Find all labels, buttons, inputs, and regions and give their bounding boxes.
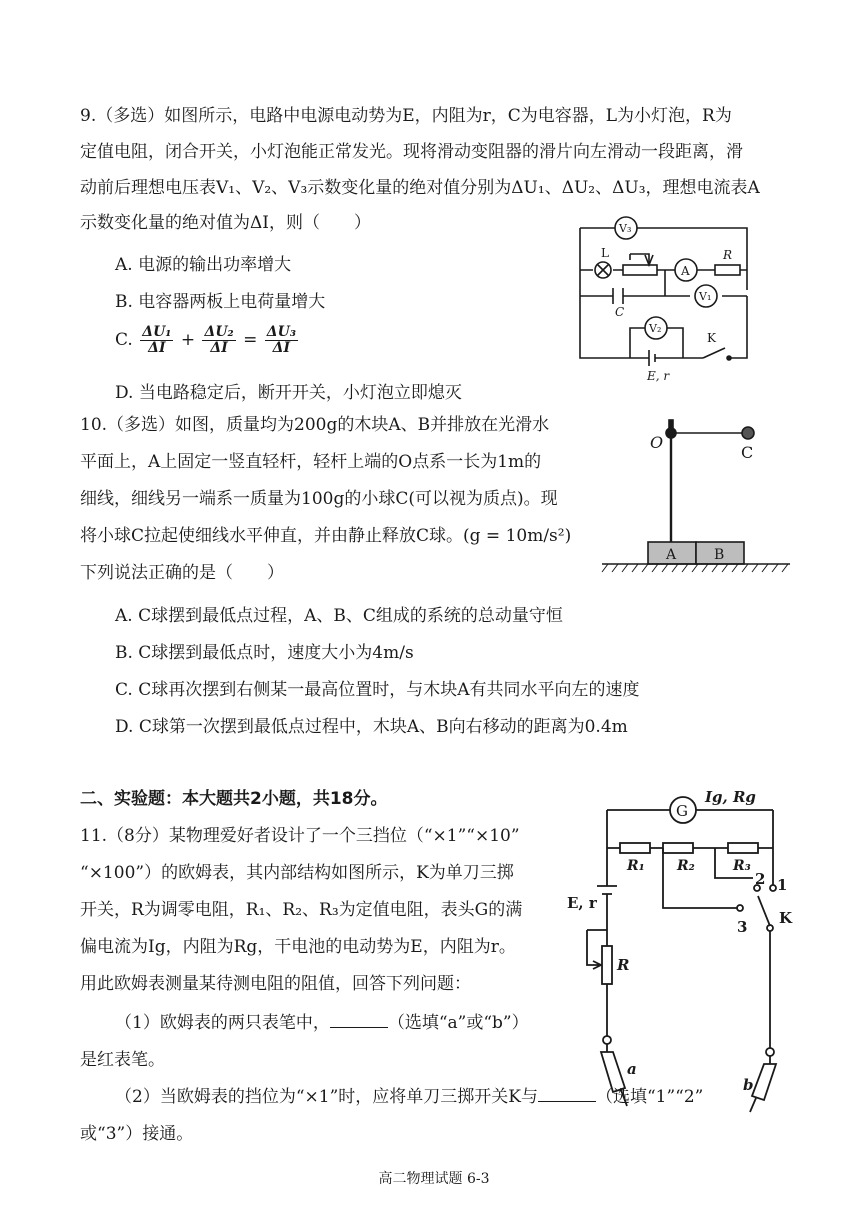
svg-text:A: A: [681, 264, 690, 278]
q10-line3: 细线，细线另一端系一质量为100g的小球C(可以视为质点)。现: [80, 489, 558, 509]
q9-option-c: [115, 322, 300, 358]
svg-text:R₂: R₂: [677, 858, 695, 874]
q10-line1: 10.（多选）如图，质量均为200g的木块A、B并排放在光滑水: [80, 415, 550, 435]
svg-text:1: 1: [777, 876, 788, 894]
svg-text:b: b: [743, 1076, 754, 1094]
svg-text:L: L: [601, 246, 609, 260]
q11-line3: 开关，R为调零电阻，R₁、R₂、R₃为定值电阻，表头G的满: [80, 900, 523, 920]
q11-sub1-text: （1）欧姆表的两只表笔中，: [115, 1013, 330, 1033]
q9-option-b: B. 电容器两板上电荷量增大: [115, 292, 326, 312]
fraction-2: $\frac{\text{ΔU₂}}{\Delta I}$: [204, 324, 234, 356]
section-2-title: 二、实验题：本大题共2小题，共18分。: [80, 789, 388, 809]
q11-line5: 用此欧姆表测量某待测电阻的阻值，回答下列问题：: [80, 974, 471, 994]
svg-text:a: a: [627, 1060, 637, 1078]
q9-option-d: D. 当电路稳定后，断开开关，小灯泡立即熄灭: [115, 383, 462, 403]
fraction-3: $\frac{\text{ΔU₃}}{\Delta I}$: [266, 324, 296, 356]
svg-text:C: C: [741, 443, 754, 462]
q9-circuit-diagram: [575, 210, 785, 383]
resistor-r1: [620, 843, 650, 853]
svg-text:B: B: [714, 547, 725, 563]
resistor-r3: [728, 843, 758, 853]
q10-line5: 下列说法正确的是（ ）: [80, 563, 284, 583]
svg-text:V₃: V₃: [619, 222, 632, 235]
svg-text:3: 3: [737, 918, 748, 936]
q11-sub2-hint: （选填“1”“2”: [595, 1087, 704, 1107]
svg-text:K: K: [707, 331, 716, 345]
q10-option-a: A. C球摆到最低点过程，A、B、C组成的系统的总动量守恒: [115, 606, 563, 626]
fraction-1: $\frac{\text{ΔU₁}}{\Delta I}$: [142, 324, 172, 356]
page-footer: 高二物理试题 6-3: [378, 1171, 490, 1187]
q11-line4: 偏电流为Ig，内阻为Rg，干电池的电动势为E，内阻为r。: [80, 937, 516, 957]
q10-option-b: B. C球摆到最低点时，速度大小为4m/s: [115, 643, 414, 663]
svg-text:E, r: E, r: [567, 894, 597, 912]
svg-text:A: A: [666, 547, 677, 563]
equals-sign: =: [243, 330, 258, 350]
svg-text:Ig, Rg: Ig, Rg: [705, 788, 756, 806]
q11-line2: “×100”）的欧姆表，其内部结构如图所示，K为单刀三掷: [80, 863, 514, 883]
q9-option-c-label: C.: [115, 330, 133, 350]
q11-sub1-cont: 是红表笔。: [80, 1050, 165, 1070]
q9-line2: 定值电阻，闭合开关，小灯泡能正常发光。现将滑动变阻器的滑片向左滑动一段距离，滑: [80, 142, 743, 162]
svg-text:R₁: R₁: [627, 858, 645, 874]
plus-sign: +: [180, 330, 196, 350]
answer-blank-1[interactable]: [330, 1013, 388, 1028]
q9-option-a: A. 电源的输出功率增大: [115, 255, 292, 275]
q10-line2: 平面上，A上固定一竖直轻杆，轻杆上端的O点系一长为1m的: [80, 452, 542, 472]
q11-sub1: [115, 1011, 529, 1035]
svg-text:V₂: V₂: [649, 322, 662, 335]
resistor-r2: [663, 843, 693, 853]
q10-line4: 将小球C拉起使细线水平伸直，并由静止释放C球。(g = 10m/s²): [80, 526, 572, 546]
q9-line1: 9.（多选）如图所示，电路中电源电动势为E，内阻为r，C为电容器，L为小灯泡，R为: [80, 106, 732, 126]
svg-text:R: R: [617, 956, 630, 974]
q11-line1: 11.（8分）某物理爱好者设计了一个三挡位（“×1”“×10”: [80, 826, 520, 846]
svg-text:C: C: [615, 305, 625, 319]
rheostat-r: [602, 946, 612, 984]
q11-sub2-text: （2）当欧姆表的挡位为“×1”时，应将单刀三掷开关K与: [115, 1087, 538, 1107]
q10-option-c: C. C球再次摆到右侧某一最高位置时，与木块A有共同水平向左的速度: [115, 680, 640, 700]
svg-text:G: G: [676, 802, 688, 820]
q10-option-d: D. C球第一次摆到最低点过程中，木块A、B向右移动的距离为0.4m: [115, 717, 628, 737]
svg-text:K: K: [779, 909, 793, 927]
q9-line4: 示数变化量的绝对值为ΔI，则（ ）: [80, 213, 371, 233]
q9-line3: 动前后理想电压表V₁、V₂、V₃示数变化量的绝对值分别为ΔU₁、ΔU₂、ΔU₃，理想电流表A: [80, 178, 760, 198]
q11-sub2-cont: 或“3”）接通。: [80, 1124, 194, 1144]
svg-text:V₁: V₁: [699, 290, 712, 303]
q11-sub1-hint: （选填“a”或“b”）: [387, 1013, 529, 1033]
svg-text:R₃: R₃: [733, 858, 751, 874]
svg-text:O: O: [650, 433, 664, 452]
q11-ohmmeter-circuit: [565, 778, 793, 1108]
svg-text:2: 2: [755, 870, 766, 888]
q10-pendulum-figure: [600, 418, 800, 578]
svg-text:R: R: [723, 248, 733, 262]
ball-c: [742, 427, 754, 439]
svg-text:E, r: E, r: [647, 369, 670, 383]
